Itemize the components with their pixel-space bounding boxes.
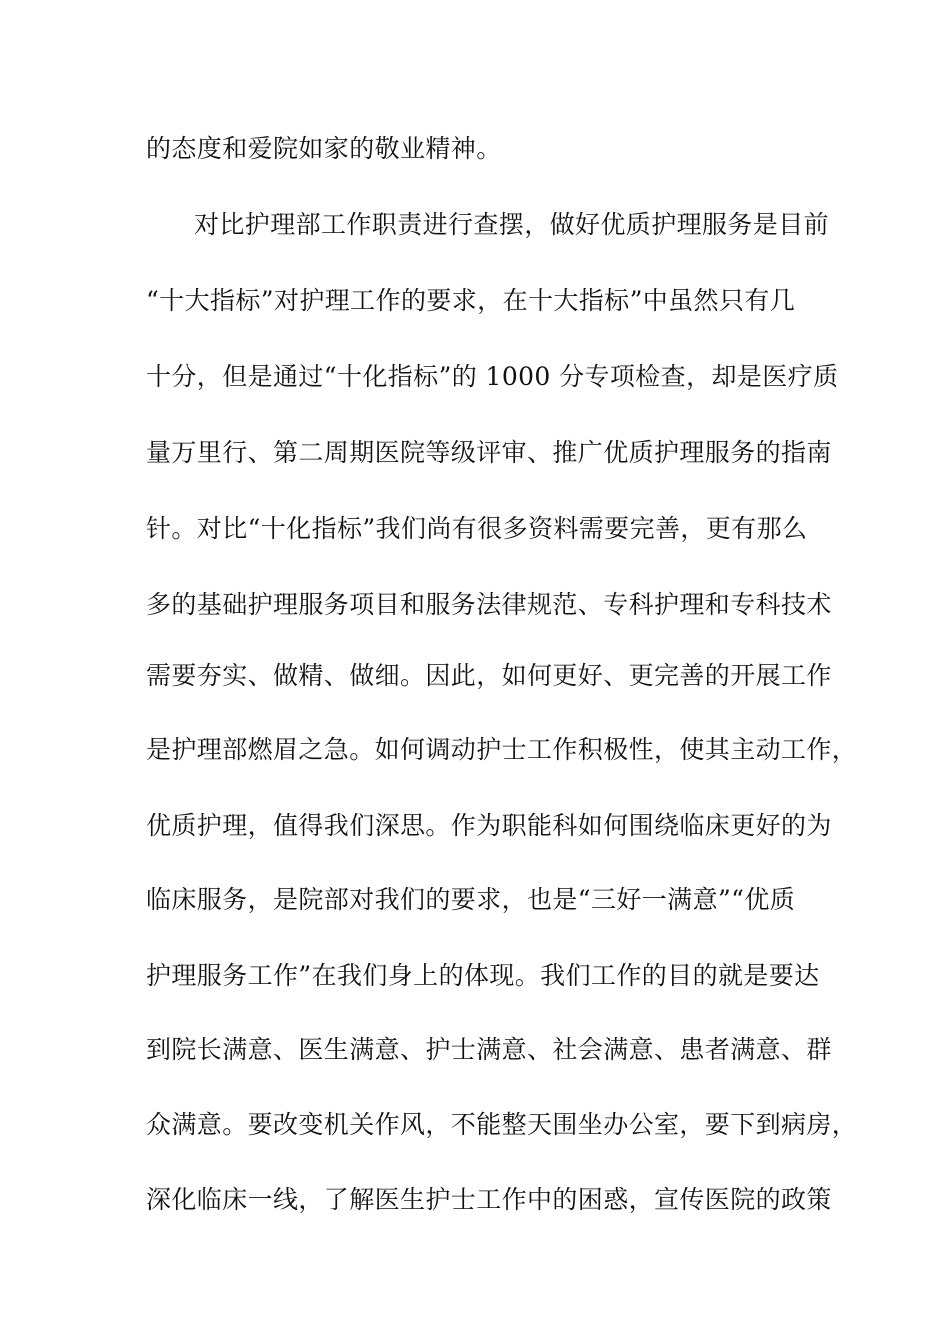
paragraph-line: 多的基础护理服务项目和服务法律规范、专科护理和专科技术 xyxy=(146,590,832,619)
paragraph-first-line: 对比护理部工作职责进行查摆，做好优质护理服务是目前 xyxy=(194,210,830,239)
paragraph-line: 的态度和爱院如家的敬业精神。 xyxy=(146,134,502,163)
paragraph-line: 优质护理，值得我们深思。作为职能科如何围绕临床更好的为 xyxy=(146,811,832,840)
paragraph-line: 十分，但是通过“十化指标”的 1000 分专项检查，却是医疗质 xyxy=(146,362,839,391)
paragraph-line: 到院长满意、医生满意、护士满意、社会满意、患者满意、群 xyxy=(146,1035,832,1064)
paragraph-line: 深化临床一线，了解医生护士工作中的困惑，宣传医院的政策 xyxy=(146,1185,832,1214)
paragraph-line: 需要夯实、做精、做细。因此，如何更好、更完善的开展工作 xyxy=(146,661,832,690)
paragraph-line: “十大指标”对护理工作的要求，在十大指标”中虽然只有几 xyxy=(146,286,796,315)
paragraph-line: 量万里行、第二周期医院等级评审、推广优质护理服务的指南 xyxy=(146,438,832,467)
paragraph-line: 临床服务，是院部对我们的要求，也是“三好一满意”“优质 xyxy=(146,885,796,914)
paragraph-line: 是护理部燃眉之急。如何调动护士工作积极性，使其主动工作， xyxy=(146,735,858,764)
paragraph-line: 众满意。要改变机关作风，不能整天围坐办公室，要下到病房， xyxy=(146,1110,858,1139)
paragraph-line: 针。对比“十化指标”我们尚有很多资料需要完善，更有那么 xyxy=(146,514,808,543)
paragraph-line: 护理服务工作”在我们身上的体现。我们工作的目的就是要达 xyxy=(146,961,820,990)
